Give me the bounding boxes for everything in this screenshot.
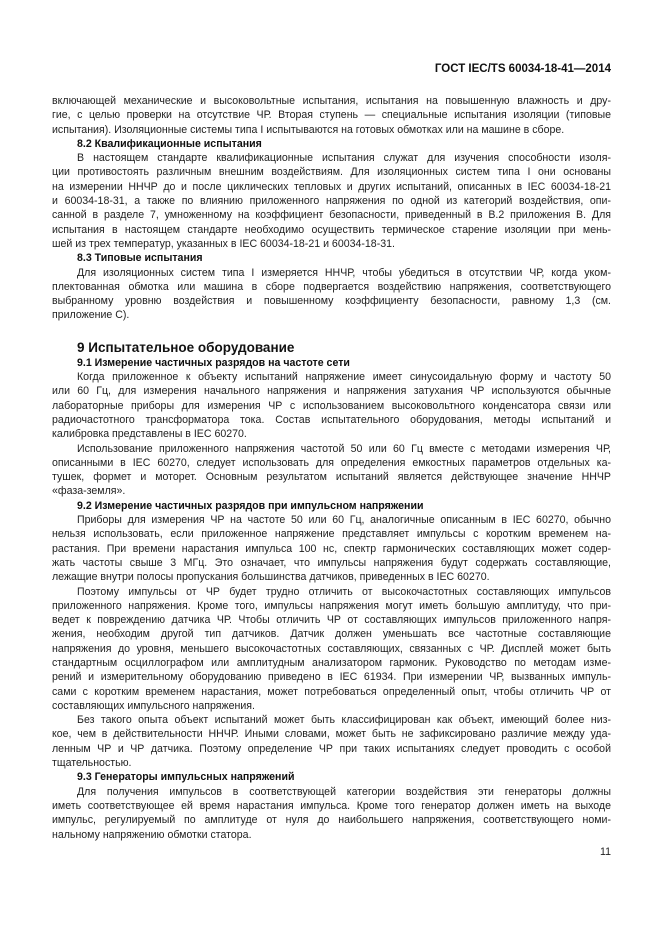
text-line: радиочастотного трансформатора тока. Состав испытательного оборудования, методы испытаний и	[52, 413, 611, 426]
paragraph	[52, 94, 611, 137]
document-body	[52, 94, 611, 842]
text-line: стандартным осциллографом или амплитудным анализатором гармоник. Руководство по методам изме-	[52, 656, 611, 669]
text-line: рений и измерительному оборудованию приведено в IEC 61934. При измерении ЧР, вызванных импуль-	[52, 671, 611, 684]
text-line: ции противостоять различным внешним воздействиям. Для изоляционных систем типа I они основаны	[52, 166, 611, 179]
subsection-heading	[52, 770, 611, 784]
paragraph	[52, 442, 611, 499]
text-line: напряжения до уровня, меньшего высокочастотных составляющих, связанных с ЧР. Дисплей может быть	[52, 642, 611, 655]
text-line: на измерении ННЧР до и после циклических тепловых и других испытаний, описанных в IEC 60034-18-21	[52, 180, 611, 193]
text-line: ленным ЧР и ЧР датчика. Поэтому определение ЧР при таких испытаниях следует проводить с особой	[52, 742, 611, 755]
section-heading	[52, 340, 611, 355]
text-line: приложенного напряжения. Кроме того, импульсы напряжения могут иметь большую амплитуду, что при-	[52, 599, 611, 612]
text-line: «фаза-земля».	[52, 485, 126, 498]
text-line: гие, с целью проверки на отсутствие ЧР. Вторая ступень — специальные испытания изоляции (типовые	[52, 109, 611, 122]
heading-text: 9.3 Генераторы импульсных напряжений	[77, 771, 295, 784]
text-line: шей из трех температур, указанных в IEC 60034-18-21 и 60034-18-31.	[52, 237, 395, 250]
subsection-heading	[52, 137, 611, 151]
paragraph	[52, 151, 611, 251]
text-line: выбранному уровню воздействия и повышенному коэффициенту безопасности, равному 1,3 (см.	[52, 295, 611, 308]
text-line: лабораторные приборы для измерения ЧР с использованием высоковольтного конденсатора связи или	[52, 399, 611, 412]
paragraph	[52, 785, 611, 842]
text-line: составляющих импульсного напряжения.	[52, 699, 255, 712]
text-line: испытания в настоящем стандарте необходимо осуществить термическое старение изоляции при мень-	[52, 223, 611, 236]
heading-text: 9 Испытательное оборудование	[77, 339, 295, 355]
text-line: описанными в IEC 60270, следует использовать для определения емкостных параметров отдельных ка-	[52, 456, 611, 469]
text-line: иметь соответствующее ей время нарастания импульса. Кроме того генератор должен иметь на выходе	[52, 799, 611, 812]
heading-text: 8.3 Типовые испытания	[77, 252, 203, 265]
text-line: санной в разделе 7, умноженному на коэффициент безопасности, приведенный в В.2 приложения В. Для	[52, 209, 611, 222]
paragraph	[52, 713, 611, 770]
document-header: ГОСТ IEC/TS 60034-18-41—2014	[434, 63, 611, 75]
text-line: сами с коротким временем нарастания, может потребоваться определенный опыт, чтобы отличить ЧР от	[52, 685, 611, 698]
text-line: нельзя использовать, если приложенное напряжение представляет импульсы с коротким временем на-	[52, 528, 611, 541]
text-line: жения, необходим другой тип датчиков. Датчик должен уменьшать все частотные составляющие	[52, 628, 611, 641]
text-line: Без такого опыта объект испытаний может быть классифицирован как объект, имеющий более низ-	[77, 714, 611, 727]
subsection-heading	[52, 251, 611, 265]
text-line: калибровка представлены в IEC 60270.	[52, 428, 247, 441]
text-line: приложение С).	[52, 309, 130, 322]
text-line: импульс, регулируемый по амплитуде от нуля до наибольшего напряжения, соответствующего номи-	[52, 814, 611, 827]
heading-text: 8.2 Квалификационные испытания	[77, 137, 262, 150]
text-line: плектованная обмотка или машина в сборе подвергается воздействию напряжения, соответствующего	[52, 280, 611, 293]
text-line: жать частоты свыше 3 МГц. Это означает, что импульсы напряжения будут содержать составляющие,	[52, 556, 611, 569]
text-line: кое, чем в действительности ННЧР. Иными словами, может быть не зафиксировано различие между уда-	[52, 728, 611, 741]
text-line: Для получения импульсов в соответствующей категории воздействия эти генераторы должны	[77, 785, 611, 798]
text-line: Когда приложенное к объекту испытаний напряжение имеет синусоидальную форму и частоту 50	[77, 371, 611, 384]
paragraph	[52, 585, 611, 714]
text-line: лежащие внутри полосы пропускания большинства датчиков, приведенных в IEC 60270.	[52, 571, 490, 584]
text-line: нальному напряжению обмотки статора.	[52, 828, 252, 841]
text-line: испытания). Изоляционные системы типа I испытываются на готовых обмотках или на машине в сборе.	[52, 123, 565, 136]
paragraph	[52, 266, 611, 323]
heading-text: 9.2 Измерение частичных разрядов при импульсном напряжении	[77, 499, 424, 512]
text-line: Приборы для измерения ЧР на частоте 50 или 60 Гц, аналогичные описанным в IEC 60270, обычно	[77, 514, 611, 527]
text-line: В настоящем стандарте квалификационные испытания служат для изучения способности изоля-	[77, 152, 611, 165]
text-line: или 60 Гц, для измерения начального напряжения и напряжения затухания ЧР используются обычные	[52, 385, 611, 398]
text-line: тщательностью.	[52, 757, 132, 770]
paragraph	[52, 513, 611, 584]
text-line: растания. При времени нарастания импульса 100 нс, спектр гармонических составляющих может содер-	[52, 542, 611, 555]
text-line: ведет к повреждению датчика ЧР. Чтобы отличить ЧР от составляющих импульсов приложенного напря-	[52, 614, 611, 627]
text-line: Поэтому импульсы от ЧР будет трудно отличить от высокочастотных составляющих импульсов	[77, 585, 611, 598]
text-line: Использование приложенного напряжения частотой 50 или 60 Гц вместе с методами измерения ЧР,	[77, 442, 611, 455]
subsection-heading	[52, 356, 611, 370]
page-number: 11	[600, 846, 611, 858]
text-line: тушек, формет и моторет. Основным результатом испытаний является действующее значение ННЧР	[52, 471, 611, 484]
paragraph	[52, 370, 611, 441]
heading-text: 9.1 Измерение частичных разрядов на частоте сети	[77, 356, 350, 369]
text-line: включающей механические и высоковольтные испытания, испытания на повышенную влажность и дру-	[52, 95, 611, 107]
text-line: и 60034-18-31, а также по влиянию приложенного напряжения по одной из категорий воздействия, опи-	[52, 195, 611, 208]
text-line: Для изоляционных систем типа I измеряется ННЧР, чтобы убедиться в отсутствии ЧР, когда уком-	[77, 266, 611, 279]
subsection-heading	[52, 499, 611, 513]
